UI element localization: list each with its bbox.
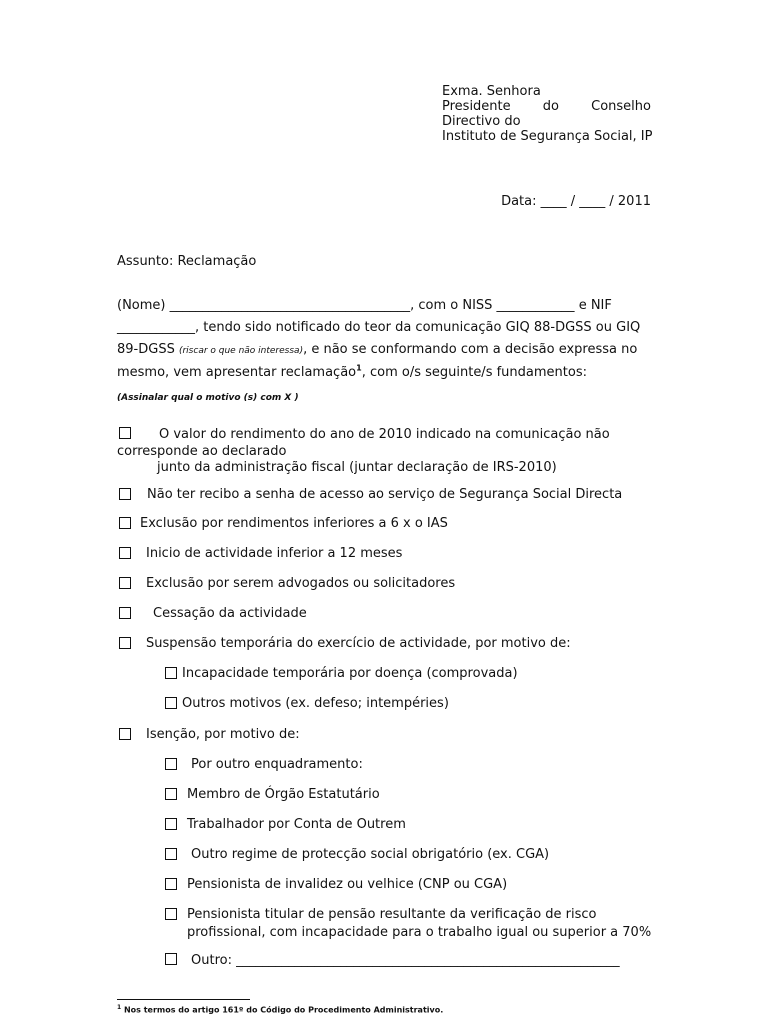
checkbox-illness[interactable] [165, 667, 177, 679]
option-cessation: Cessação da actividade [153, 606, 307, 621]
option-illness: Incapacidade temporária por doença (comprovada) [182, 666, 518, 681]
option-low-income: Exclusão por rendimentos inferiores a 6 x o IAS [140, 516, 448, 531]
footnote [117, 1004, 443, 1015]
checkbox-no-password[interactable] [119, 488, 131, 500]
body-line-3-b: , e não se conformando com a decisão expressa no [303, 342, 638, 357]
checkbox-suspension[interactable] [119, 637, 131, 649]
option-no-password: Não ter recibo a senha de acesso ao serviço de Segurança Social Directa [147, 487, 623, 502]
option-other-regime: Outro regime de protecção social obrigatório (ex. CGA) [191, 847, 550, 862]
body-paragraph [117, 295, 651, 384]
recipient-line-1: Exma. Senhora [442, 84, 541, 99]
strike-note: (riscar o que não interessa) [178, 346, 304, 356]
checkbox-other-framework[interactable] [165, 758, 177, 770]
footnote-divider [117, 999, 250, 1000]
checkbox-pensioner[interactable] [165, 878, 177, 890]
option-other-framework: Por outro enquadramento: [191, 757, 363, 772]
body-line-3-a: 89-DGSS [117, 342, 175, 357]
recipient-line-2-b: do [542, 99, 559, 114]
date-field[interactable]: Data: ____ / ____ / 2011 [501, 194, 651, 209]
body-line-4-a: mesmo, vem apresentar reclamação [117, 365, 357, 380]
checkbox-other-regime[interactable] [165, 848, 177, 860]
option-lawyers: Exclusão por serem advogados ou solicitadores [146, 576, 456, 591]
option-income-mismatch-line-2: corresponde ao declarado [117, 444, 287, 459]
checkbox-statutory-member[interactable] [165, 788, 177, 800]
recipient-block [442, 84, 651, 144]
checkbox-cessation[interactable] [119, 607, 131, 619]
checkbox-lawyers[interactable] [119, 577, 131, 589]
option-other-reasons: Outros motivos (ex. defeso; intempéries) [182, 696, 449, 711]
body-line-3 [117, 339, 651, 362]
option-income-mismatch [117, 427, 651, 443]
option-risk-pension-line-2: profissional, com incapacidade para o trabalho igual ou superior a 70% [187, 925, 652, 940]
body-line-4-b: , com o/s seguinte/s fundamentos: [361, 365, 587, 380]
body-line-4 [117, 362, 651, 384]
option-activity-start: Inicio de actividade inferior a 12 meses [146, 546, 403, 561]
option-statutory-member: Membro de Órgão Estatutário [187, 787, 380, 802]
footnote-text: Nos termos do artigo 161º do Código do Procedimento Administrativo. [123, 1005, 444, 1015]
subject-line: Assunto: Reclamação [117, 254, 257, 269]
recipient-line-4: Instituto de Segurança Social, IP [442, 129, 653, 144]
checkbox-employee[interactable] [165, 818, 177, 830]
body-line-2[interactable]: ____________, tendo sido notificado do teor da comunicação GIQ 88-DGSS ou GIQ [117, 320, 641, 335]
recipient-line-2-a: Presidente [442, 99, 511, 114]
option-employee: Trabalhador por Conta de Outrem [187, 817, 406, 832]
option-exemption: Isenção, por motivo de: [146, 727, 300, 742]
recipient-line-2 [442, 99, 651, 114]
option-income-mismatch-line-1: O valor do rendimento do ano de 2010 indicado na comunicação não [159, 427, 610, 442]
checkbox-other[interactable] [165, 953, 177, 965]
recipient-line-2-c: Conselho [591, 99, 651, 114]
option-suspension: Suspensão temporária do exercício de actividade, por motivo de: [146, 636, 571, 651]
checkbox-activity-start[interactable] [119, 547, 131, 559]
footnote-ref: 1 [356, 363, 362, 373]
instruction-text: (Assinalar qual o motivo (s) com X ) [117, 393, 299, 403]
option-risk-pension-line-1: Pensionista titular de pensão resultante da verificação de risco [187, 907, 597, 922]
body-line-1[interactable]: (Nome) _____________________________________, com o NISS ____________ e NIF [117, 298, 612, 313]
option-pensioner: Pensionista de invalidez ou velhice (CNP ou CGA) [187, 877, 508, 892]
checkbox-exemption[interactable] [119, 728, 131, 740]
option-income-mismatch-line-3: junto da administração fiscal (juntar declaração de IRS-2010) [157, 460, 557, 475]
recipient-line-3: Directivo do [442, 114, 521, 129]
footnote-marker: 1 [117, 1004, 122, 1011]
checkbox-other-reasons[interactable] [165, 697, 177, 709]
checkbox-low-income[interactable] [119, 517, 131, 529]
option-other[interactable]: Outro: ___________________________________________________________ [191, 953, 620, 968]
checkbox-risk-pension[interactable] [165, 908, 177, 920]
